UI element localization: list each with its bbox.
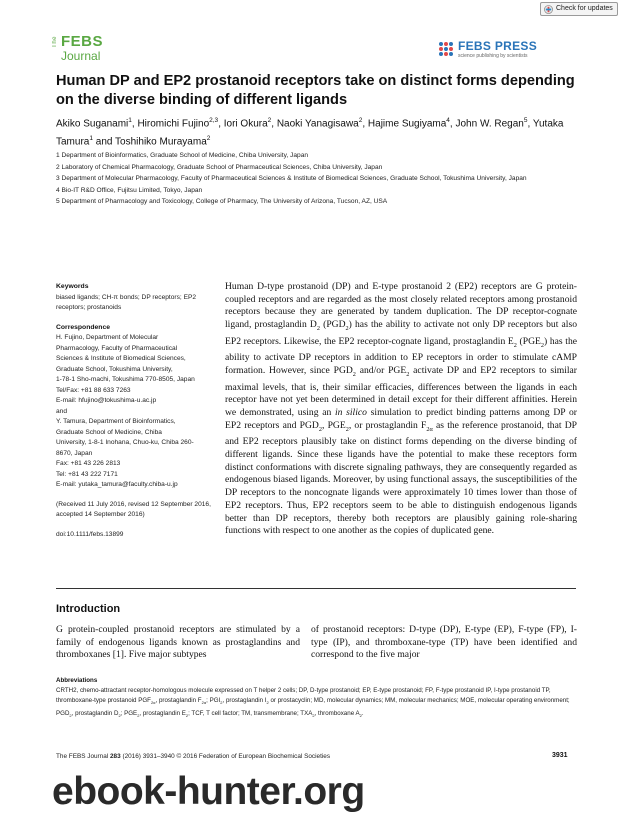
crossmark-icon bbox=[544, 5, 553, 14]
watermark: ebook-hunter.org bbox=[52, 770, 365, 813]
correspondence-line: Pharmacology, Faculty of Pharmaceutical bbox=[56, 344, 178, 352]
abbreviations-heading: Abbreviations bbox=[56, 677, 98, 684]
footer-citation: The FEBS Journal 283 (2016) 3931–3940 © 2016 Federation of European Biochemical Societies bbox=[56, 753, 331, 760]
introduction-heading: Introduction bbox=[56, 603, 121, 615]
correspondence-line[interactable]: E-mail: yutaka_tamura@faculty.chiba-u.jp bbox=[56, 481, 178, 488]
doi-link[interactable]: doi:10.1111/febs.13899 bbox=[56, 530, 124, 538]
affiliation-item: 3 Department of Molecular Pharmacology, Faculty of Pharmaceutical Sciences & Institute of Biomedical Sciences, Graduate School, Tokushima University, Japan bbox=[56, 175, 527, 183]
introduction-column-right bbox=[311, 624, 577, 662]
intro-left-text: G protein-coupled prostanoid receptors are stimulated by a family of endogenous ligands known as prostaglandins and thromboxanes [1]. Five major subtypes bbox=[56, 624, 300, 661]
abbreviations-text: CRTH2, chemo-attractant receptor-homologous molecule expressed on T helper 2 cells; DP, D-type prostanoid; EP, E-type prostanoid; FP, F-type prostanoid IP, I-type prostanoid TP, thromboxane-type prostanoid $PGF_{2\alpha}$, prostaglandin $F_{2\alpha}$; $PGI_2$, prostaglandin $I_2$ or prostacyclin; MD, molecular dynamics; MM, molecular mechanics; MOE, molecular operating environment; $PGD_2$, prostaglandin $D_2$; $PGE_2$, prostaglandin $E_2$; TCF, T cell factor; TM, transmembrane; $TXA_2$, thromboxane $A_2$. bbox=[56, 687, 570, 719]
logo-journal: Journal bbox=[61, 49, 101, 63]
abstract-text: Human D-type prostanoid (DP) and E-type prostanoid 2 (EP2) receptors are G protein-coupled receptors and are regarded as the most closely related receptors among prostanoid receptors because they are generated by tandem duplication. The DP receptor-cognate ligand, prostaglandin $D_2$ $(PGD_2)$ has the ability to activate not only DP receptors but also EP2 receptors. Likewise, the EP2 receptor-cognate ligand, prostaglandin $E_2$ $(PGE_2)$ has the ability to activate DP receptors in addition to EP receptors in order to stimulate cAMP formation. However, since $PGD_2$ and/or $PGE_2$ activate DP and EP2 receptors to similar maximal levels, that is, their similar efficacies, differences between the ligands in each receptor have not yet been determined in detail except for their different affinities. Herein we demonstrated, using an in silico simulation to predict binding patterns among DP or EP2 receptors and $PGD_2$, $PGE_2$, or prostaglandin $F_{2\alpha}$ as the reference prostanoid, that DP and EP2 receptors plausibly take on distinct forms depending on the diverse binding of different ligands. Since these ligands have the potential to make these receptors form distinct conformations with discrete signaling pathways, they are consequently regarded as endogenous biased ligands. Moreover, by using functional assays, the susceptibilities of the DP receptors to the noncognate ligands were approximately 10 times lower than those of EP2 receptors. Thus, EP2 receptors seem to be able to distinguish endogenous ligands better than DP receptors, thereby both receptors are plausibly gaining role-sharing functions with respect to one another as the copies of duplicated gene. bbox=[225, 281, 578, 537]
received-dates: (Received 11 July 2016, revised 12 September 2016, accepted 14 September 2016) bbox=[56, 500, 211, 518]
affiliation-item: 2 Laboratory of Chemical Pharmacology, Graduate School of Pharmaceutical Sciences, Chiba University, Japan bbox=[56, 163, 383, 171]
correspondence-line: Y. Tamura, Department of Bioinformatics, bbox=[56, 418, 176, 425]
keywords-text: biased ligands; CH-π bonds; DP receptors; EP2 receptors; prostanoids bbox=[56, 293, 197, 311]
check-for-updates-button[interactable] bbox=[540, 2, 618, 16]
correspondence-text bbox=[56, 333, 214, 491]
page-number: 3931 bbox=[552, 752, 568, 759]
correspondence-heading: Correspondence bbox=[56, 323, 111, 331]
abstract bbox=[225, 281, 577, 538]
logo-the: The bbox=[52, 36, 58, 48]
febs-press-logo bbox=[437, 38, 569, 62]
article-sidebar bbox=[56, 282, 214, 540]
check-for-updates-label: Check for updates bbox=[556, 5, 613, 12]
correspondence-line: Tel: +81 43 222 7171 bbox=[56, 470, 118, 478]
correspondence-line: Graduate School of Medicine, Chiba bbox=[56, 428, 162, 436]
affiliation-item: 5 Department of Pharmacology and Toxicology, College of Pharmacy, The University of Arizona, Tucson, AZ, USA bbox=[56, 198, 388, 206]
logo-febs: FEBS bbox=[61, 33, 104, 50]
affiliation-item: 1 Department of Bioinformatics, Graduate School of Medicine, Chiba University, Japan bbox=[56, 152, 309, 159]
press-name: FEBS PRESS bbox=[458, 39, 538, 53]
intro-right-text: of prostanoid receptors: D-type (DP), E-type (EP), F-type (FP), I-type (IP), and thromboxane-type (TP) have been identified and correspond to the five major bbox=[311, 624, 577, 661]
correspondence-line: Sciences & Institute of Biomedical Sciences, bbox=[56, 355, 186, 362]
correspondence-line: University, 1-8-1 Inohana, Chuo-ku, Chiba 260- bbox=[56, 439, 194, 446]
affiliations bbox=[56, 150, 576, 208]
correspondence-line: Fax: +81 43 226 2813 bbox=[56, 460, 121, 467]
correspondence-line: 1-78-1 Sho-machi, Tokushima 770-8505, Japan bbox=[56, 376, 195, 383]
press-tagline: science publishing by scientists bbox=[458, 53, 528, 59]
abbreviations bbox=[56, 676, 576, 721]
correspondence-line: and bbox=[56, 407, 68, 415]
correspondence-line: Tel/Fax: +81 88 633 7263 bbox=[56, 386, 131, 394]
febs-press-dots-icon bbox=[437, 40, 455, 58]
affiliation-item: 4 Bio-IT R&D Office, Fujitsu Limited, Tokyo, Japan bbox=[56, 186, 203, 194]
correspondence-line: Graduate School, Tokushima University, bbox=[56, 365, 173, 373]
abstract-divider bbox=[56, 588, 576, 589]
introduction-column-left bbox=[56, 624, 300, 662]
febs-journal-logo bbox=[52, 32, 124, 66]
correspondence-line: 8670, Japan bbox=[56, 449, 93, 457]
correspondence-line: H. Fujino, Department of Molecular bbox=[56, 334, 159, 341]
correspondence-line[interactable]: E-mail: hfujino@tokushima-u.ac.jp bbox=[56, 397, 157, 404]
author-list: Akiko Suganami$^1$, Hiromichi Fujino$^{2,3}$, Iori Okura$^2$, Naoki Yanagisawa$^2$, Hajime Sugiyama$^4$, John W. Regan$^5$, Yutaka Tamura$^1$ and Toshihiko Murayama$^2$ bbox=[56, 117, 564, 148]
keywords-heading: Keywords bbox=[56, 283, 89, 290]
article-title: Human DP and EP2 prostanoid receptors take on distinct forms depending on the diverse binding of different ligands bbox=[56, 73, 575, 108]
